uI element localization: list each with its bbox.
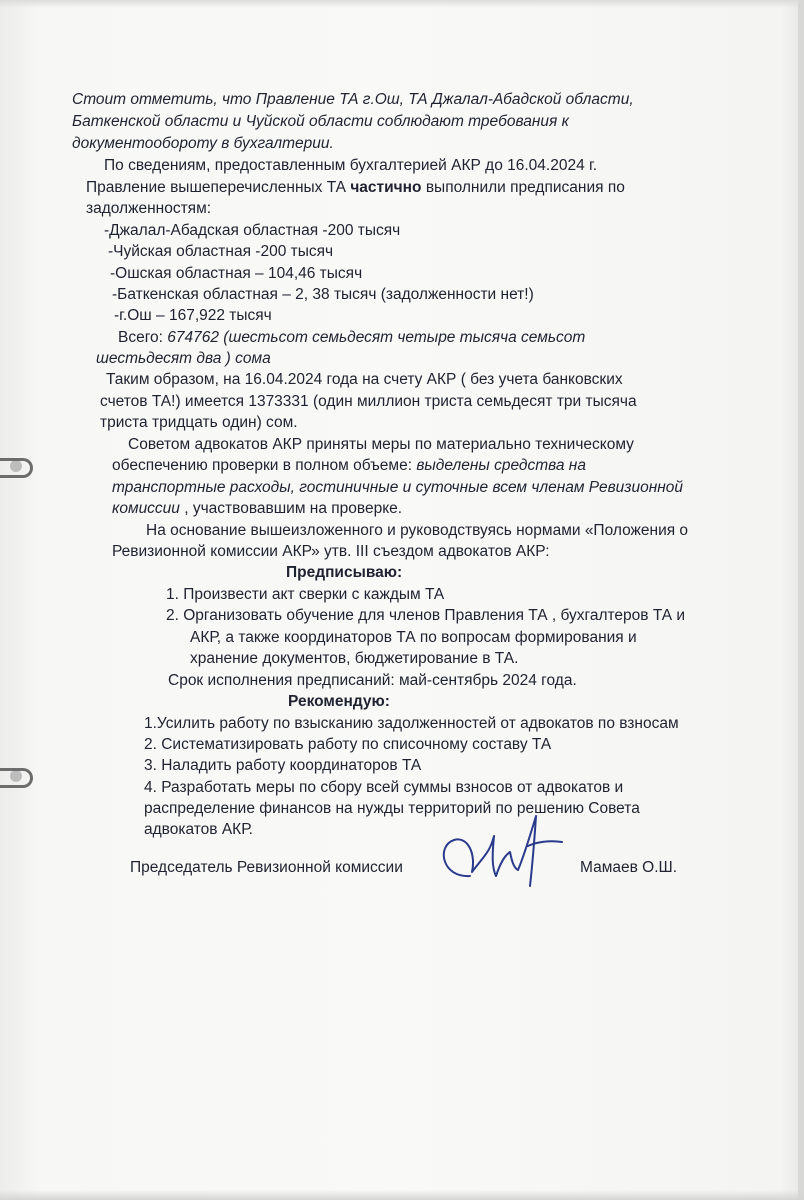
intro-line-3: документообороту в бухгалтерии. <box>72 135 334 152</box>
total-label: Всего: <box>118 329 168 346</box>
para3-line-4-post: , участвовавшим на проверке. <box>179 500 403 517</box>
debt-item: -Джалал-Абадская областная -200 тысяч <box>104 222 401 239</box>
para3-line-4 <box>112 499 402 519</box>
para3-line-3: транспортные расходы, гостиничные и суточные всем членам Ревизионной <box>112 479 684 496</box>
total-line-1 <box>118 328 585 348</box>
recommend-item-2: 2. Систематизировать работу по списочному составу ТА <box>144 736 552 753</box>
recommend-heading: Рекомендую: <box>288 693 390 710</box>
para4-line-1: На основание вышеизложенного и руководствуясь нормами «Положения о <box>146 522 689 539</box>
para2-line-1: Таким образом, на 16.04.2024 года на счету АКР ( без учета банковских <box>106 371 623 388</box>
recommend-item-4-line-3: адвокатов АКР. <box>144 821 253 838</box>
debt-item: -Чуйская областная -200 тысяч <box>108 243 334 260</box>
para3-line-2 <box>112 456 586 476</box>
recommend-item-1: 1.Усилить работу по взысканию задолженностей от адвокатов по взносам <box>144 715 679 732</box>
total-amount: 674762 (шестьсот семьдесят четыре тысяча семьсот <box>167 329 586 346</box>
prescribe-item-2-line-2: АКР, а также координаторов ТА по вопросам формирования и <box>190 629 637 646</box>
signatory-name: Мамаев О.Ш. <box>580 859 678 876</box>
page-edge-shadow <box>798 0 804 1200</box>
binder-ring-bottom <box>0 768 33 788</box>
prescribe-item-2-line-3: хранение документов, бюджетирование в ТА. <box>190 650 519 667</box>
para3-line-4-italic: комиссии <box>112 500 180 517</box>
prescribe-deadline: Срок исполнения предписаний: май-сентябрь 2024 года. <box>168 672 577 689</box>
para2-line-2: счетов ТА!) имеется 1373331 (один миллион триста семьдесят три тысяча <box>100 393 637 410</box>
prescribe-item-1: 1. Произвести акт сверки с каждым ТА <box>166 586 445 603</box>
recommend-item-4-line-1: 4. Разработать меры по сбору всей суммы взносов от адвокатов и <box>144 779 624 796</box>
para1-line-3: задолженностям: <box>86 200 212 217</box>
para2-line-3: триста тридцать один) сом. <box>100 414 298 431</box>
signature-title: Председатель Ревизионной комиссии <box>130 859 403 876</box>
debt-item: -г.Ош – 167,922 тысяч <box>114 307 272 324</box>
para4-line-2: Ревизионной комиссии АКР» утв. III съездом адвокатов АКР: <box>112 543 550 560</box>
para1-line-1: По сведениям, предоставленным бухгалтерией АКР до 16.04.2024 г. <box>104 157 598 174</box>
para3-line-1: Советом адвокатов АКР приняты меры по материально техническому <box>128 436 634 453</box>
para1-line-2-post: выполнили предписания по <box>421 179 625 196</box>
para1-line-2-pre: Правление вышеперечисленных ТА <box>86 179 351 196</box>
debt-item: -Баткенская областная – 2, 38 тысяч (задолженности нет!) <box>112 286 534 303</box>
para3-line-2-italic: выделены средства на <box>416 457 586 474</box>
intro-line-1: Стоит отметить, что Правление ТА г.Ош, ТА Джалал-Абадской области, <box>72 91 634 108</box>
debt-item: -Ошская областная – 104,46 тысяч <box>110 265 363 282</box>
intro-line-2: Баткенской области и Чуйской области соблюдают требования к <box>72 113 569 130</box>
recommend-item-4-line-2: распределение финансов на нужды территорий по решению Совета <box>144 800 640 817</box>
page-bottom-shadow <box>0 1190 804 1200</box>
para1-bold-word: частично <box>350 179 422 196</box>
prescribe-item-2-line-1: 2. Организовать обучение для членов Правления ТА , бухгалтеров ТА и <box>166 607 686 624</box>
recommend-item-3: 3. Наладить работу координаторов ТА <box>144 757 422 774</box>
prescribe-heading: Предписываю: <box>286 564 403 581</box>
page-top-shadow <box>0 0 804 8</box>
handwritten-signature <box>432 806 572 896</box>
para1-line-2 <box>86 178 625 198</box>
total-line-2: шестьдесят два ) сома <box>96 350 271 367</box>
para3-line-2-pre: обеспечению проверки в полном объеме: <box>112 457 417 474</box>
binder-ring-top <box>0 458 33 478</box>
